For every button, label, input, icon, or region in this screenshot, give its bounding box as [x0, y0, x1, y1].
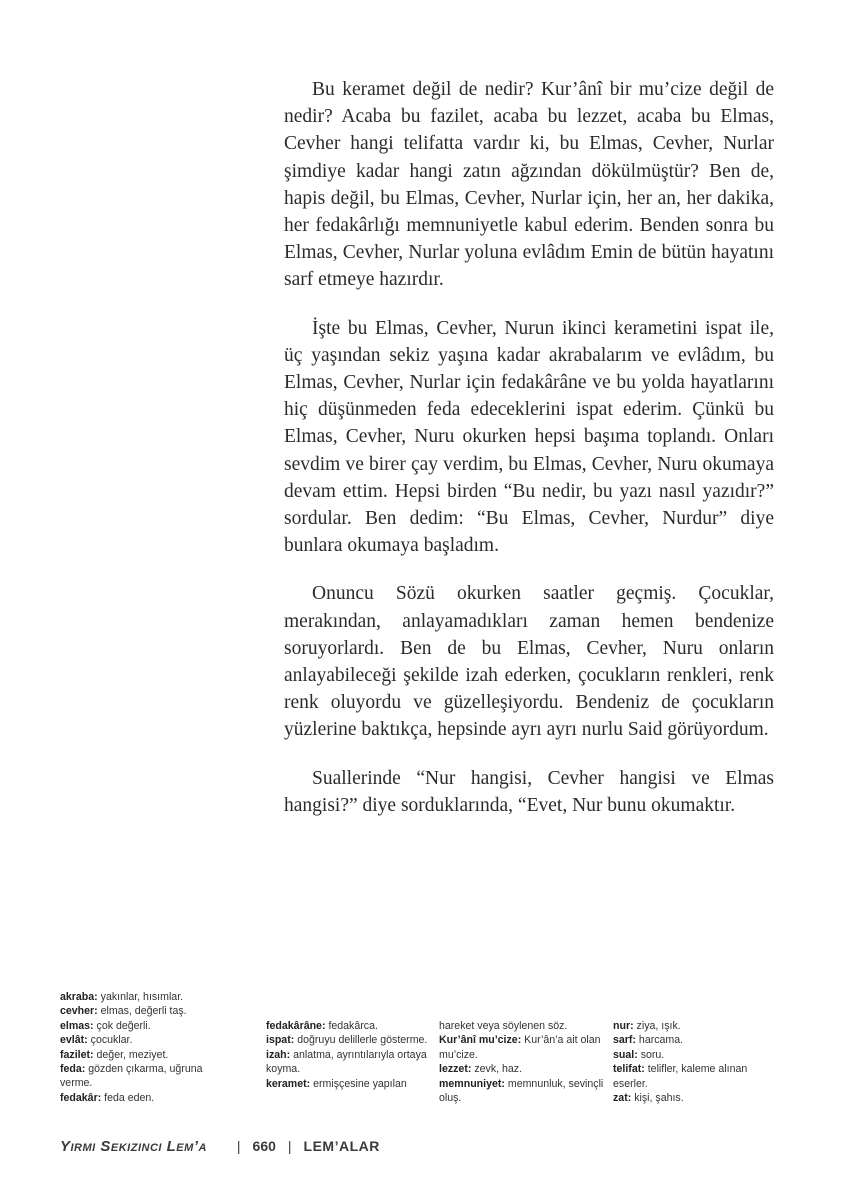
- footer-separator: |: [236, 1138, 241, 1154]
- glossary-entry: elmas: çok değerli.: [60, 1019, 151, 1032]
- glossary-entry: fedakârâne: fedakârca.: [266, 1020, 378, 1032]
- glossary-entry: telifat: telifler, kaleme alınan eserler.: [613, 1063, 748, 1090]
- page-number: 660: [252, 1138, 276, 1154]
- book-title: LEM’ALAR: [303, 1138, 380, 1154]
- glossary-entry: fazilet: değer, meziyet.: [60, 1048, 169, 1061]
- glossary-entry: fedakâr: feda eden.: [60, 1091, 155, 1104]
- glossary-entry: izah: anlatma, ayrıntılarıyla ortaya koyma.: [266, 1048, 427, 1076]
- glossary-entry: keramet: ermişçesine yapılan: [266, 1077, 407, 1090]
- glossary-entry: sual: soru.: [613, 1048, 665, 1061]
- glossary-column-4: [613, 1019, 778, 1105]
- paragraph-1: Bu keramet değil de nedir? Kur’ânî bir mu’cize değil de nedir? Acaba bu fazilet, acaba bu lezzet, acaba bu Elmas, Cevher hangi telifatta vardır ki, bu Elmas, Cevher, Nurlar şimdiye kadar hangi zatın ağzından dökülmüştür? Ben de, hapis değil, bu Elmas, Cevher, Nurlar için, her an, her dakika, her fedakârlığı memnuniyetle kabul ederim. Benden sonra bu Elmas, Cevher, Nurlar yoluna evlâdım Emin de bütün hayatını sarf etmeye hazırdır.: [284, 79, 774, 291]
- glossary-entry: sarf: harcama.: [613, 1034, 684, 1047]
- glossary-entry: zat: kişi, şahıs.: [613, 1092, 684, 1105]
- glossary-entry: hareket veya söylenen söz.: [439, 1020, 568, 1032]
- glossary-entry: Kur’ânî mu’cize: Kur’ân’a ait olan mu’cize.: [439, 1034, 601, 1061]
- page-footer: [60, 1136, 380, 1156]
- footer-separator: |: [287, 1138, 292, 1154]
- glossary-entry: memnuniyet: memnunluk, sevinçli oluş.: [439, 1077, 604, 1105]
- glossary-entry: nur: ziya, ışık.: [613, 1020, 681, 1032]
- glossary-column-3: [439, 1019, 607, 1105]
- glossary-entry: feda: gözden çıkarma, uğruna verme.: [60, 1063, 203, 1090]
- glossary-column-1: [60, 990, 228, 1105]
- glossary-entry: akraba: yakınlar, hısımlar.: [60, 991, 184, 1003]
- paragraph-4: Suallerinde “Nur hangisi, Cevher hangisi ve Elmas hangisi?” diye sorduklarında, “Evet, Nur bunu okumaktır.: [284, 767, 774, 816]
- section-title: Yirmi Sekizinci Lem’a: [60, 1137, 207, 1155]
- paragraph-2: İşte bu Elmas, Cevher, Nurun ikinci kerametini ispat ile, üç yaşından sekiz yaşına kadar akrabalarım ve evlâdım, bu Elmas, Cevher, Nurlar için fedakârâne ve bu yolda hayatlarını hiç düşünmeden feda edeceklerini ispat ederim. Çünkü bu Elmas, Cevher, Nuru okurken hepsi başıma toplandı. Onları sevdim ve birer çay verdim, bu Elmas, Cevher, Nuru okumaya devam ettim. Hepsi birden “Bu nedir, bu yazı nasıl yazıdır?” sordular. Ben dedim: “Bu Elmas, Cevher, Nurdur” diye bunlara okumaya başladım.: [284, 317, 774, 557]
- glossary-entry: evlât: çocuklar.: [60, 1034, 133, 1047]
- glossary-entry: cevher: elmas, değerli taş.: [60, 1005, 187, 1018]
- glossary-entry: lezzet: zevk, haz.: [439, 1063, 523, 1076]
- glossary-column-2: [266, 1019, 434, 1091]
- paragraph-3: Onuncu Sözü okurken saatler geçmiş. Çocuklar, merakından, anlayamadıkları zaman hemen bendenize soruyorlardı. Ben de bu Elmas, Cevher, Nuru onların anlayabileceği şekilde izah ederken, çocukların renkleri, renk renk oluyordu ve güzelleşiyordu. Bendeniz de çocukların yüzlerine baktıkça, hepsinde ayrı ayrı nurlu Said görüyordum.: [284, 583, 774, 741]
- glossary-entry: ispat: doğruyu delillerle gösterme.: [266, 1034, 428, 1047]
- main-text: [284, 76, 774, 840]
